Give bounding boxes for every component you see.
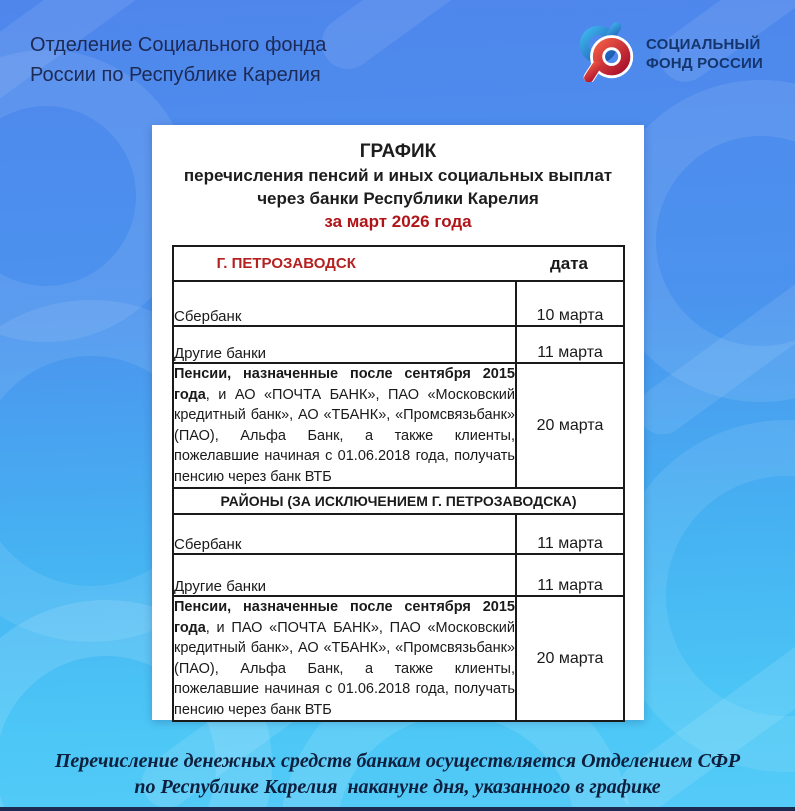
table-row bbox=[173, 554, 624, 596]
date-value: 11 марта bbox=[516, 554, 624, 596]
date-value: 10 марта bbox=[516, 281, 624, 326]
schedule-table bbox=[172, 245, 625, 722]
schedule-card bbox=[152, 125, 644, 720]
pension-note bbox=[173, 363, 516, 488]
table-row bbox=[173, 363, 624, 488]
bank-label: Другие банки bbox=[173, 554, 516, 596]
pension-note-bold: Пенсии, назначенные после сентября 2015 года bbox=[174, 599, 515, 636]
date-value: 11 марта bbox=[516, 326, 624, 363]
pension-note-rest: , и АО «ПОЧТА БАНК», ПАО «Московский кредитный банк», АО «ТБАНК», «Промсвязьбанк» (ПАО), Альфа Банк, а также клиенты, пожелавшие начиная с 01.06.2018 года, получать пенсию через банк ВТБ bbox=[174, 386, 515, 485]
bank-label: Другие банки bbox=[173, 326, 516, 363]
sfr-logo-text-line1: СОЦИАЛЬНЫЙ bbox=[645, 35, 761, 53]
table-row bbox=[173, 596, 624, 721]
table-row bbox=[173, 514, 624, 554]
section-header-districts: РАЙОНЫ (ЗА ИСКЛЮЧЕНИЕМ Г. ПЕТРОЗАВОДСКА) bbox=[173, 488, 624, 514]
sfr-logo-text bbox=[646, 35, 763, 73]
pension-note-rest: , и ПАО «ПОЧТА БАНК», ПАО «Московский кредитный банк», АО «ТБАНК», «Промсвязьбанк» (ПАО), Альфа Банк, а также клиенты, пожелавшие начиная с 01.06.2018 года, получать пенсию через банк ВТБ bbox=[174, 619, 515, 718]
table-row bbox=[173, 281, 624, 326]
org-title bbox=[30, 30, 326, 90]
table-header-row bbox=[173, 246, 624, 281]
card-title bbox=[152, 125, 644, 234]
bottom-navy-strip bbox=[0, 807, 795, 811]
bank-label: Сбербанк bbox=[173, 514, 516, 554]
pension-note-bold: Пенсии, назначенные после сентября 2015 года bbox=[174, 366, 515, 403]
table-row bbox=[173, 326, 624, 363]
sfr-logo-icon bbox=[576, 20, 636, 87]
org-title-line1: Отделение Социального фонда bbox=[30, 34, 327, 56]
pension-note bbox=[173, 596, 516, 721]
card-title-line2: перечисления пенсий и иных социальных выплат bbox=[183, 166, 613, 185]
sfr-logo-block bbox=[576, 20, 763, 87]
table-section-row bbox=[173, 488, 624, 514]
footer-note bbox=[0, 748, 795, 800]
footer-note-line1: Перечисление денежных средств банкам осуществляется Отделением СФР bbox=[54, 750, 741, 772]
footer-note-line2: по Республике Карелия накануне дня, указанного в графике bbox=[134, 776, 661, 798]
column-header-date: дата bbox=[549, 253, 589, 273]
card-title-period: за март 2026 года bbox=[324, 212, 472, 231]
watermark-bar bbox=[629, 264, 795, 444]
card-title-line1: ГРАФИК bbox=[359, 141, 437, 162]
column-header-city: Г. ПЕТРОЗАВОДСК bbox=[216, 255, 356, 272]
sfr-logo-text-line2: ФОНД РОССИИ bbox=[645, 54, 763, 72]
bank-label: Сбербанк bbox=[173, 281, 516, 326]
date-value: 20 марта bbox=[516, 363, 624, 488]
date-value: 11 марта bbox=[516, 514, 624, 554]
card-title-line3: через банки Республики Карелия bbox=[257, 189, 539, 208]
watermark-bar bbox=[311, 0, 568, 79]
date-value: 20 марта bbox=[516, 596, 624, 721]
org-title-line2: России по Республике Карелия bbox=[30, 64, 321, 86]
